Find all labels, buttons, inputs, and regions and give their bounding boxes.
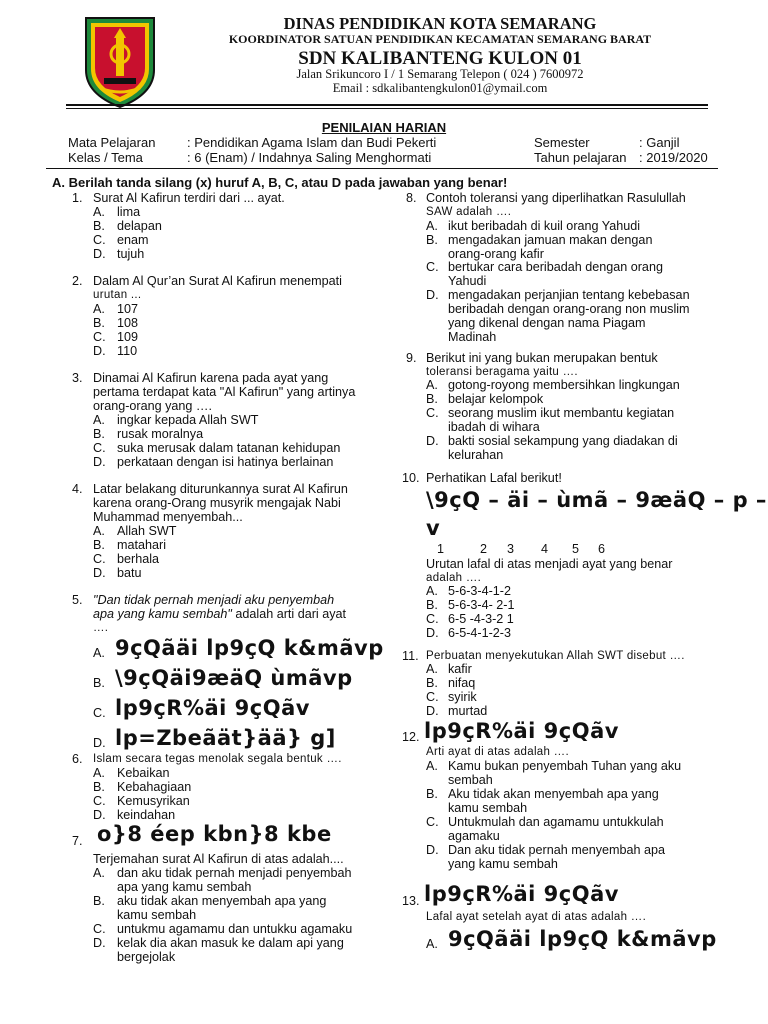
- q4-option-a-letter: A.: [93, 524, 105, 538]
- q10-option-a-letter: A.: [426, 584, 438, 598]
- question-3-text-line2: pertama terdapat kata "Al Kafirun" yang artinya: [93, 385, 356, 399]
- q3-option-a[interactable]: ingkar kepada Allah SWT: [117, 413, 259, 427]
- q12-option-d-line2[interactable]: yang kamu sembah: [448, 857, 558, 871]
- q8-option-d-line2[interactable]: beribadah dengan orang-orang non muslim: [448, 302, 690, 316]
- question-8-text-line1: Contoh toleransi yang diperlihatkan Rasulullah: [426, 191, 686, 205]
- q8-option-c-line2[interactable]: Yahudi: [448, 274, 487, 288]
- q8-option-b-letter: B.: [426, 233, 438, 247]
- q4-option-b[interactable]: matahari: [117, 538, 166, 552]
- q9-option-d-line1[interactable]: bakti sosial sekampung yang diadakan di: [448, 434, 678, 448]
- q5-option-b-arabic[interactable]: \9çQäi9æäQ ùmãvp: [115, 666, 353, 690]
- question-3-text-line3: orang-orang yang ….: [93, 399, 213, 413]
- question-8-text-line2: SAW adalah ….: [426, 206, 512, 218]
- q6-option-d[interactable]: keindahan: [117, 808, 176, 822]
- question-5-text-tail: adalah arti dari ayat: [231, 607, 347, 621]
- q12-option-b-line2[interactable]: kamu sembah: [448, 801, 528, 815]
- question-13-number: 13.: [402, 894, 420, 908]
- q8-option-d-line4[interactable]: Madinah: [448, 330, 497, 344]
- q10-option-b-letter: B.: [426, 598, 438, 612]
- header-agency: DINAS PENDIDIKAN KOTA SEMARANG: [283, 14, 597, 33]
- q3-option-c[interactable]: suka merusak dalam tatanan kehidupan: [117, 441, 341, 455]
- q4-option-a[interactable]: Allah SWT: [117, 524, 177, 538]
- question-5-number: 5.: [72, 593, 83, 607]
- q2-option-c-letter: C.: [93, 330, 106, 344]
- question-10-arabic-line1: \9çQ – äi – ùmã – 9æäQ – p –: [426, 488, 767, 512]
- year-value: : 2019/2020: [639, 150, 708, 165]
- q9-option-c-line1[interactable]: seorang muslim ikut membantu kegiatan: [448, 406, 675, 420]
- q9-option-d-line2[interactable]: kelurahan: [448, 448, 504, 462]
- q1-option-a[interactable]: lima: [117, 205, 141, 219]
- question-2-text-line1: Dalam Al Qur’an Surat Al Kafirun menempati: [93, 274, 342, 288]
- question-9-text-line2: toleransi beragama yaitu ….: [426, 366, 578, 378]
- q2-option-d-letter: D.: [93, 344, 106, 358]
- question-10-text-line2: Urutan lafal di atas menjadi ayat yang benar: [426, 557, 673, 571]
- q8-option-a-letter: A.: [426, 219, 438, 233]
- q13-option-a-arabic[interactable]: 9çQãäi lp9çQ k&mãvp: [448, 927, 717, 951]
- q8-option-d-line1[interactable]: mengadakan perjanjian tentang kebebasan: [448, 288, 690, 302]
- question-7-number: 7.: [72, 834, 83, 848]
- exam-title: PENILAIAN HARIAN: [321, 120, 447, 135]
- q12-option-d-line1[interactable]: Dan aku tidak pernah menyembah apa: [448, 843, 666, 857]
- city-emblem-logo: [80, 14, 160, 110]
- q3-option-d-letter: D.: [93, 455, 106, 469]
- question-3-text-line1: Dinamai Al Kafirun karena pada ayat yang: [93, 371, 329, 385]
- question-7-text: Terjemahan surat Al Kafirun di atas adalah....: [93, 852, 344, 866]
- q10-order-number-6: 6: [598, 542, 606, 556]
- q3-option-d[interactable]: perkataan dengan isi hatinya berlainan: [117, 455, 334, 469]
- q8-option-c-letter: C.: [426, 260, 439, 274]
- q6-option-c-letter: C.: [93, 794, 106, 808]
- q8-option-b-line1[interactable]: mengadakan jamuan makan dengan: [448, 233, 653, 247]
- question-5-quote-end: apa yang kamu sembah": [93, 607, 232, 621]
- q7-option-a-line1[interactable]: dan aku tidak pernah menjadi penyembah: [117, 866, 352, 880]
- instruction-text: A. Berilah tanda silang (x) huruf A, B, C, atau D pada jawaban yang benar!: [52, 175, 508, 190]
- q2-option-b[interactable]: 108: [117, 316, 139, 330]
- q1-option-b-letter: B.: [93, 219, 105, 233]
- question-6-number: 6.: [72, 752, 83, 766]
- q12-option-a-letter: A.: [426, 759, 438, 773]
- class-value: : 6 (Enam) / Indahnya Saling Menghormati: [187, 150, 432, 165]
- q10-option-a[interactable]: 5-6-3-4-1-2: [448, 584, 511, 598]
- question-4-number: 4.: [72, 482, 83, 496]
- subject-value: : Pendidikan Agama Islam dan Budi Pekerti: [187, 135, 437, 150]
- q11-option-c-letter: C.: [426, 690, 439, 704]
- q6-option-a[interactable]: Kebaikan: [117, 766, 170, 780]
- header-divider-thick: [66, 104, 708, 106]
- q9-option-c-letter: C.: [426, 406, 439, 420]
- q9-option-d-letter: D.: [426, 434, 439, 448]
- q3-option-b[interactable]: rusak moralnya: [117, 427, 204, 441]
- question-5-text-line2: [93, 607, 346, 621]
- q10-order-number-2: 2: [480, 542, 488, 556]
- q11-option-b-letter: B.: [426, 676, 438, 690]
- q8-option-a[interactable]: ikut beribadah di kuil orang Yahudi: [448, 219, 641, 233]
- q10-option-c-letter: C.: [426, 612, 439, 626]
- q6-option-b-letter: B.: [93, 780, 105, 794]
- q10-order-number-4: 4: [541, 542, 549, 556]
- q10-order-number-5: 5: [572, 542, 580, 556]
- q9-option-b[interactable]: belajar kelompok: [448, 392, 544, 406]
- q7-option-c-letter: C.: [93, 922, 106, 936]
- question-4-text-line2: karena orang-Orang musyrik mengajak Nabi: [93, 496, 341, 510]
- q8-option-d-letter: D.: [426, 288, 439, 302]
- q10-option-b[interactable]: 5-6-3-4- 2-1: [448, 598, 515, 612]
- q4-option-d-letter: D.: [93, 566, 106, 580]
- q8-option-b-line2[interactable]: orang-orang kafir: [448, 247, 544, 261]
- question-9-text-line1: Berikut ini yang bukan merupakan bentuk: [426, 351, 658, 365]
- question-2-text-line2: urutan ...: [93, 289, 142, 301]
- q11-option-d-letter: D.: [426, 704, 439, 718]
- q12-option-a-line2[interactable]: sembah: [448, 773, 493, 787]
- header-coordinator: KOORDINATOR SATUAN PENDIDIKAN KECAMATAN SEMARANG BARAT: [228, 32, 652, 46]
- q7-option-b-letter: B.: [93, 894, 105, 908]
- q1-option-a-letter: A.: [93, 205, 105, 219]
- q10-order-number-3: 3: [507, 542, 515, 556]
- q2-option-b-letter: B.: [93, 316, 105, 330]
- q12-option-c-line2[interactable]: agamaku: [448, 829, 500, 843]
- q2-option-a-letter: A.: [93, 302, 105, 316]
- q11-option-d[interactable]: murtad: [448, 704, 488, 718]
- q8-option-d-line3[interactable]: yang dikenal dengan nama Piagam: [448, 316, 646, 330]
- q12-option-c-letter: C.: [426, 815, 439, 829]
- q9-option-a-letter: A.: [426, 378, 438, 392]
- q6-option-d-letter: D.: [93, 808, 106, 822]
- q1-option-c-letter: C.: [93, 233, 106, 247]
- q6-option-b[interactable]: Kebahagiaan: [117, 780, 192, 794]
- question-11-number: 11.: [402, 649, 419, 663]
- q7-option-a-letter: A.: [93, 866, 105, 880]
- q9-option-c-line2[interactable]: ibadah di wihara: [448, 420, 540, 434]
- question-10-text: Perhatikan Lafal berikut!: [426, 471, 562, 485]
- q6-option-a-letter: A.: [93, 766, 105, 780]
- q10-option-d[interactable]: 6-5-4-1-2-3: [448, 626, 511, 640]
- q2-option-d[interactable]: 110: [117, 344, 138, 358]
- q9-option-a[interactable]: gotong-royong membersihkan lingkungan: [448, 378, 680, 392]
- q4-option-b-letter: B.: [93, 538, 105, 552]
- question-4-text-line1: Latar belakang diturunkannya surat Al Kafirun: [93, 482, 348, 496]
- q1-option-c[interactable]: enam: [117, 233, 149, 247]
- q12-option-a-line1[interactable]: Kamu bukan penyembah Tuhan yang aku: [448, 759, 682, 773]
- question-8-number: 8.: [406, 191, 417, 205]
- q7-option-d-line2[interactable]: bergejolak: [117, 950, 176, 964]
- q11-option-a[interactable]: kafir: [448, 662, 472, 676]
- q4-option-d[interactable]: batu: [117, 566, 142, 580]
- q13-option-a-letter: A.: [426, 937, 438, 951]
- question-12-number: 12.: [402, 730, 420, 744]
- header-divider-thin: [66, 108, 708, 109]
- question-3-number: 3.: [72, 371, 83, 385]
- question-13-arabic: lp9çR%äi 9çQãv: [424, 882, 619, 906]
- q10-option-c[interactable]: 6-5 -4-3-2 1: [448, 612, 514, 626]
- q5-option-d-arabic[interactable]: lp=Zbeãät}ää} g]: [115, 726, 336, 750]
- semester-value: : Ganjil: [639, 135, 680, 150]
- q4-option-c[interactable]: berhala: [117, 552, 160, 566]
- q10-order-number-1: 1: [437, 542, 445, 556]
- class-label: Kelas / Tema: [68, 150, 143, 165]
- q12-option-d-letter: D.: [426, 843, 439, 857]
- question-10-number: 10.: [402, 471, 420, 485]
- q5-option-b-letter: B.: [93, 676, 105, 690]
- q8-option-c-line1[interactable]: bertukar cara beribadah dengan orang: [448, 260, 663, 274]
- q2-option-c[interactable]: 109: [117, 330, 139, 344]
- q1-option-b[interactable]: delapan: [117, 219, 162, 233]
- q5-option-a-letter: A.: [93, 646, 105, 660]
- question-13-text: Lafal ayat setelah ayat di atas adalah ….: [426, 911, 647, 923]
- q11-option-c[interactable]: syirik: [448, 690, 477, 704]
- q7-option-b-line2[interactable]: kamu sembah: [117, 908, 197, 922]
- q5-option-c-arabic[interactable]: lp9çR%äi 9çQãv: [115, 696, 310, 720]
- q12-option-c-line1[interactable]: Untukmulah dan agamamu untukkulah: [448, 815, 664, 829]
- header-address: Jalan Srikuncoro I / 1 Semarang Telepon ( 024 ) 7600972: [296, 67, 584, 81]
- q7-option-d-letter: D.: [93, 936, 106, 950]
- q7-option-c[interactable]: untukmu agamamu dan untukku agamaku: [117, 922, 353, 936]
- q2-option-a[interactable]: 107: [117, 302, 139, 316]
- q5-option-a-arabic[interactable]: 9çQãäi lp9çQ k&mãvp: [115, 636, 384, 660]
- q5-option-d-letter: D.: [93, 736, 106, 750]
- question-7-arabic: o}8 éep kbn}8 kbe: [97, 822, 332, 846]
- q3-option-c-letter: C.: [93, 441, 106, 455]
- question-10-arabic-line2: v: [426, 516, 441, 540]
- q12-option-b-line1[interactable]: Aku tidak akan menyembah apa yang: [448, 787, 659, 801]
- q6-option-c[interactable]: Kemusyrikan: [117, 794, 190, 808]
- q3-option-a-letter: A.: [93, 413, 105, 427]
- question-4-text-line3: Muhammad menyembah...: [93, 510, 243, 524]
- question-2-number: 2.: [72, 274, 83, 288]
- q1-option-d-letter: D.: [93, 247, 106, 261]
- question-1-text: Surat Al Kafirun terdiri dari ... ayat.: [93, 191, 285, 205]
- q3-option-b-letter: B.: [93, 427, 105, 441]
- question-10-text-line3: adalah ….: [426, 572, 482, 584]
- header-school-name: SDN KALIBANTENG KULON 01: [298, 48, 582, 69]
- year-label: Tahun pelajaran: [534, 150, 627, 165]
- q7-option-d-line1[interactable]: kelak dia akan masuk ke dalam api yang: [117, 936, 344, 950]
- question-6-text: Islam secara tegas menolak segala bentuk ….: [93, 753, 342, 765]
- q1-option-d[interactable]: tujuh: [117, 247, 145, 261]
- subject-label: Mata Pelajaran: [68, 135, 156, 150]
- question-1-number: 1.: [72, 191, 83, 205]
- question-11-text: Perbuatan menyekutukan Allah SWT disebut ….: [426, 650, 685, 662]
- q9-option-b-letter: B.: [426, 392, 438, 406]
- question-9-number: 9.: [406, 351, 417, 365]
- q7-option-a-line2[interactable]: apa yang kamu sembah: [117, 880, 252, 894]
- semester-label: Semester: [534, 135, 590, 150]
- question-12-arabic: lp9çR%äi 9çQãv: [424, 719, 619, 743]
- question-12-text: Arti ayat di atas adalah ….: [426, 746, 569, 758]
- header-email: Email : sdkalibantengkulon01@ymail.com: [332, 81, 548, 95]
- q4-option-c-letter: C.: [93, 552, 106, 566]
- q10-option-d-letter: D.: [426, 626, 439, 640]
- q11-option-b[interactable]: nifaq: [448, 676, 476, 690]
- question-5-text-line1: "Dan tidak pernah menjadi aku penyembah: [93, 593, 335, 607]
- info-divider: [46, 168, 718, 169]
- q5-option-c-letter: C.: [93, 706, 106, 720]
- q7-option-b-line1[interactable]: aku tidak akan menyembah apa yang: [117, 894, 327, 908]
- q12-option-b-letter: B.: [426, 787, 438, 801]
- question-5-text-line3: ….: [93, 622, 109, 634]
- q11-option-a-letter: A.: [426, 662, 438, 676]
